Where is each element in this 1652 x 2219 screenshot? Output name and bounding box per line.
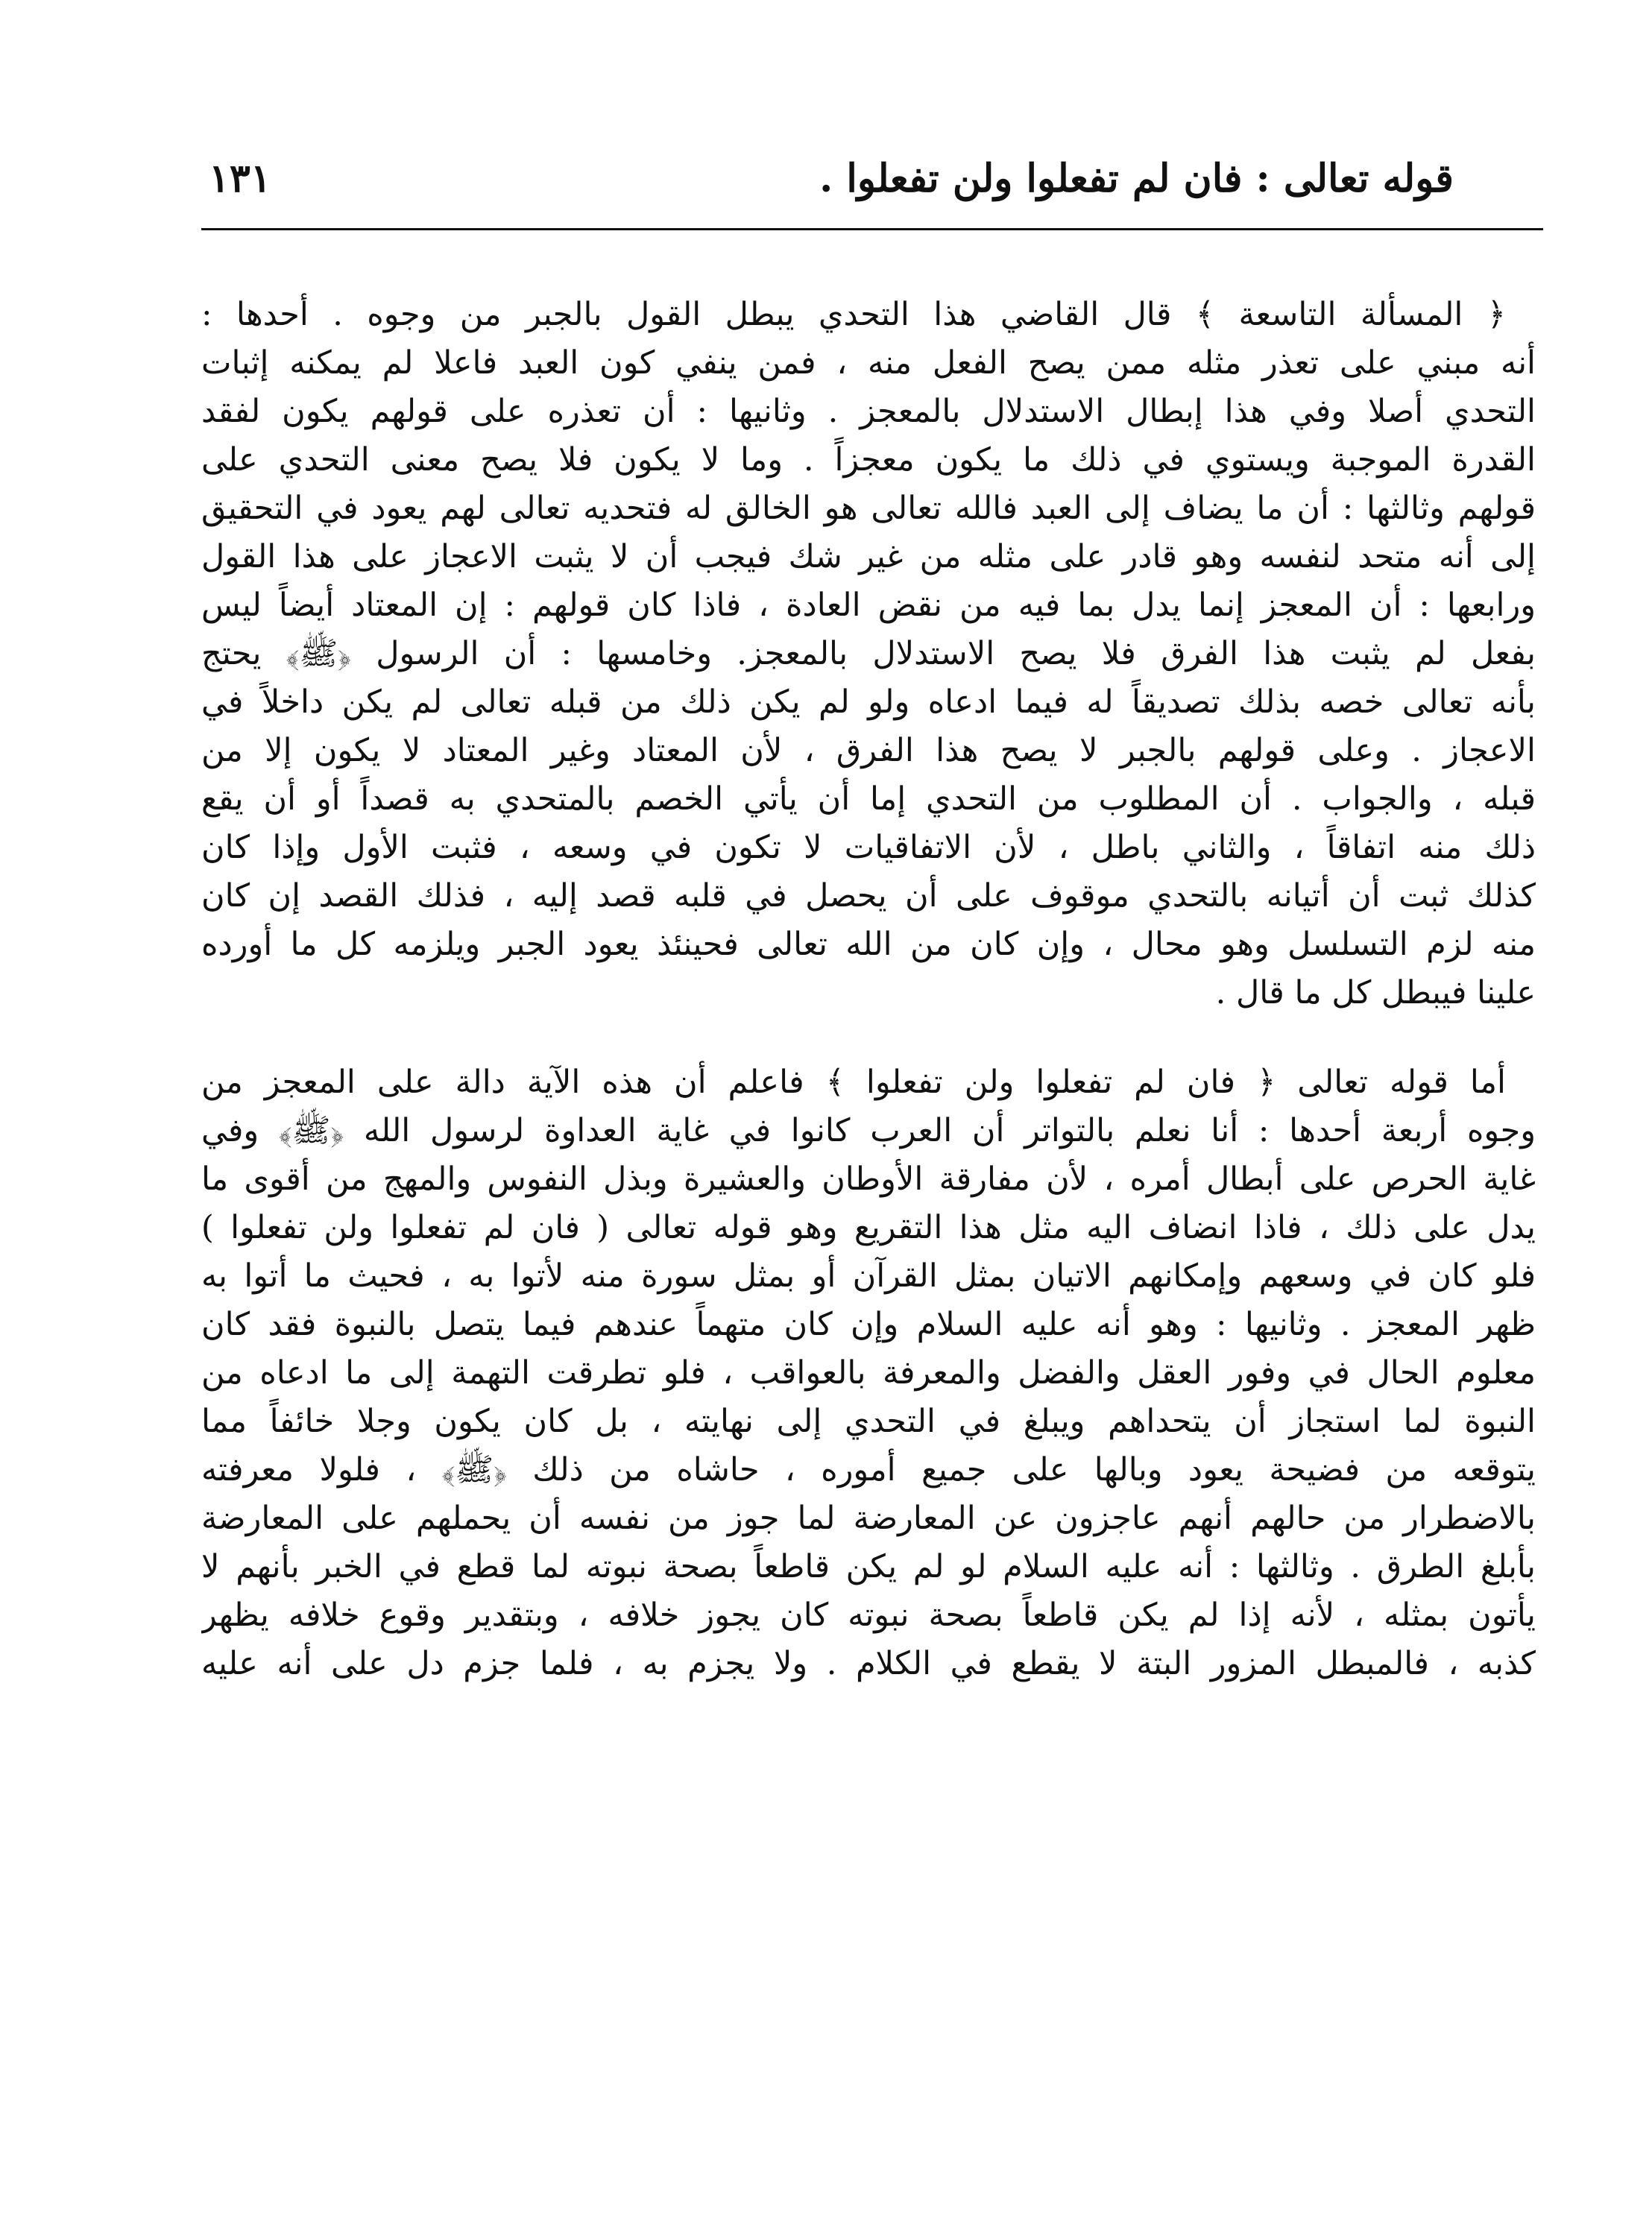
text-line: قولهم وثالثها : أن ما يضاف إلى العبد فالله تعالى هو الخالق له فتحديه تعالى لهم يعود في التحقيق xyxy=(201,490,1536,527)
paragraph-2 xyxy=(201,1058,1536,1688)
text-line: القدرة الموجبة ويستوي في ذلك ما يكون معجزاً . وما لا يكون فلا يصح معنى التحدي على xyxy=(201,441,1536,479)
text-line: غاية الحرص على أبطال أمره ، لأن مفارقة الأوطان والعشيرة وبذل النفوس والمهج من أقوى ما xyxy=(201,1161,1536,1198)
text-line: أما قوله تعالى ﴿ فان لم تفعلوا ولن تفعلوا ﴾ فاعلم أن هذه الآية دالة على المعجز من xyxy=(201,1064,1506,1101)
text-line: بفعل لم يثبت هذا الفرق فلا يصح الاستدلال بالمعجز. وخامسها : أن الرسول ﴿ﷺ﴾ يحتج xyxy=(201,635,1536,672)
text-line: بأبلغ الطرق . وثالثها : أنه عليه السلام لو لم يكن قاطعاً بصحة نبوته لما قطع في الخبر بأنهم لا xyxy=(201,1548,1536,1585)
text-line: كذلك ثبت أن أتيانه بالتحدي موقوف على أن يحصل في قلبه قصد إليه ، فذلك القصد إن كان xyxy=(201,877,1536,915)
text-line: كذبه ، فالمبطل المزور البتة لا يقطع في الكلام . ولا يجزم به ، فلما جزم دل على أنه عليه xyxy=(201,1645,1536,1682)
text-line: النبوة لما استجاز أن يتحداهم ويبلغ في التحدي إلى نهايته ، بل كان يكون وجلا خائفاً مما xyxy=(201,1403,1536,1440)
text-line: وجوه أربعة أحدها : أنا نعلم بالتواتر أن العرب كانوا في غاية العداوة لرسول الله ﴿ﷺ﴾ وفي xyxy=(201,1112,1536,1149)
text-line: يأتون بمثله ، لأنه إذا لم يكن قاطعاً بصحة نبوته كان يجوز خلافه ، وبتقدير وقوع خلافه يظهر xyxy=(201,1597,1536,1634)
text-line: يتوقعه من فضيحة يعود وبالها على جميع أموره ، حاشاه من ذلك ﴿ﷺ﴾ ، فلولا معرفته xyxy=(201,1451,1536,1489)
body-text xyxy=(201,291,1536,1688)
paragraph-1 xyxy=(201,291,1536,1017)
text-line: منه لزم التسلسل وهو محال ، وإن كان من الله تعالى فحينئذ يعود الجبر ويلزمه كل ما أورده xyxy=(201,926,1536,963)
text-line: ورابعها : أن المعجز إنما يدل بما فيه من نقض العادة ، فاذا كان قولهم : إن المعتاد أيضاً ليس xyxy=(201,587,1536,624)
running-title: قوله تعالى : فان لم تفعلوا ولن تفعلوا . xyxy=(819,156,1454,201)
text-line: إلى أنه متحد لنفسه وهو قادر على مثله من غير شك فيجب أن لا يثبت الاعجاز على هذا القول xyxy=(201,538,1536,575)
header-rule xyxy=(201,228,1543,230)
text-line: علينا فيبطل كل ما قال . xyxy=(1215,974,1536,1011)
text-line: أنه مبني على تعذر مثله ممن يصح الفعل منه ، فمن ينفي كون العبد فاعلا لم يمكنه إثبات xyxy=(201,344,1536,382)
text-line: بأنه تعالى خصه بذلك تصديقاً له فيما ادعاه ولو لم يكن ذلك من قبله تعالى لم يكن داخلاً في xyxy=(201,684,1536,721)
text-line: التحدي أصلا وفي هذا إبطال الاستدلال بالمعجز . وثانيها : أن تعذره على قولهم يكون لفقد xyxy=(201,393,1536,430)
page-header xyxy=(209,149,1536,216)
text-line: ظهر المعجز . وثانيها : وهو أنه عليه السلام وإن كان متهماً عندهم فيما يتصل بالنبوة فقد كان xyxy=(201,1306,1536,1343)
text-line: الاعجاز . وعلى قولهم بالجبر لا يصح هذا الفرق ، لأن المعتاد وغير المعتاد لا يكون إلا من xyxy=(201,732,1536,769)
text-line: يدل على ذلك ، فاذا انضاف اليه مثل هذا التقريع وهو قوله تعالى ( فان لم تفعلوا ولن تفعلوا ) xyxy=(201,1209,1536,1246)
text-line: ﴿ المسألة التاسعة ﴾ قال القاضي هذا التحدي يبطل القول بالجبر من وجوه . أحدها : xyxy=(201,296,1506,333)
text-line: بالاضطرار من حالهم أنهم عاجزون عن المعارضة لما جوز من نفسه أن يحملهم على المعارضة xyxy=(201,1500,1536,1537)
paragraph-gap xyxy=(201,1017,1536,1058)
text-line: ذلك منه اتفاقاً ، والثاني باطل ، لأن الاتفاقيات لا تكون في وسعه ، فثبت الأول وإذا كان xyxy=(201,829,1536,866)
text-line: قبله ، والجواب . أن المطلوب من التحدي إما أن يأتي الخصم بالمتحدي به قصداً أو أن يقع xyxy=(201,780,1536,818)
text-line: معلوم الحال في وفور العقل والفضل والمعرفة بالعواقب ، فلو تطرقت التهمة إلى ما ادعاه من xyxy=(201,1354,1536,1392)
text-line: فلو كان في وسعهم وإمكانهم الاتيان بمثل القرآن أو بمثل سورة منه لأتوا به ، فحيث ما أتوا به xyxy=(201,1257,1536,1295)
page-number: ١٣١ xyxy=(209,156,271,201)
